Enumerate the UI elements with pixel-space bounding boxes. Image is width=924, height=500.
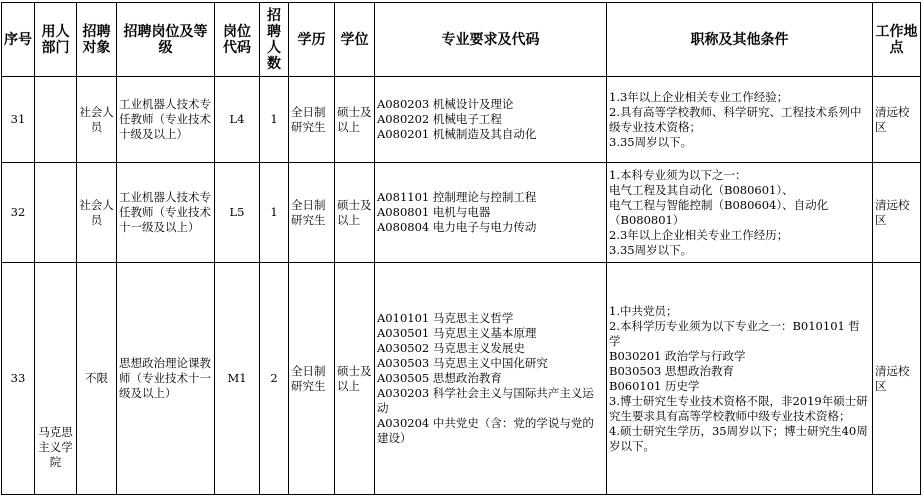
major-item: A030204 中共党史（含：党的学说与党的建设） bbox=[377, 416, 594, 445]
header-count: 招聘人数 bbox=[260, 3, 289, 77]
condition-item: 3.35周岁以下。 bbox=[609, 242, 693, 257]
cell-degree: 硕士及以上 bbox=[335, 263, 375, 495]
cell-target: 社会人员 bbox=[77, 163, 117, 263]
cell-majors bbox=[375, 77, 607, 163]
major-item: A080202 机械电子工程 bbox=[377, 112, 502, 126]
condition-item: 3.35周岁以下。 bbox=[609, 134, 693, 149]
table-row bbox=[2, 77, 921, 163]
cell-seq: 31 bbox=[2, 77, 35, 163]
cell-count: 2 bbox=[260, 263, 289, 495]
cell-dept: 马克思主义学院 bbox=[35, 263, 77, 495]
cell-location: 清远校区 bbox=[873, 77, 921, 163]
cell-education: 全日制研究生 bbox=[289, 263, 335, 495]
major-item: A080801 电机与电器 bbox=[377, 205, 491, 219]
cell-location: 清远校区 bbox=[873, 163, 921, 263]
major-item: A030501 马克思主义基本原理 bbox=[377, 326, 537, 340]
table-header-row bbox=[2, 3, 921, 77]
condition-item: B060101 历史学 bbox=[609, 378, 700, 393]
major-item: A080804 电力电子与电力传动 bbox=[377, 220, 537, 234]
cell-position: 工业机器人技术专任教师（专业技术十级及以上） bbox=[117, 77, 215, 163]
header-conditions: 职称及其他条件 bbox=[607, 3, 873, 77]
cell-conditions bbox=[607, 163, 873, 263]
major-item: A080203 机械设计及理论 bbox=[377, 97, 514, 111]
cell-location: 清远校区 bbox=[873, 263, 921, 495]
header-dept: 用人部门 bbox=[35, 3, 77, 77]
major-item: A030203 科学社会主义与国际共产主义运动 bbox=[377, 386, 594, 415]
major-item: A030502 马克思主义发展史 bbox=[377, 341, 525, 355]
condition-item: 1.本科专业须为以下之一： bbox=[609, 167, 747, 182]
header-code: 岗位代码 bbox=[215, 3, 260, 77]
condition-item: 电气工程与智能控制（B080604）、自动化（B080801） bbox=[609, 197, 829, 227]
cell-position: 工业机器人技术专任教师（专业技术十一级及以上） bbox=[117, 163, 215, 263]
major-item: A080201 机械制造及其自动化 bbox=[377, 127, 537, 141]
cell-seq: 33 bbox=[2, 263, 35, 495]
header-majors: 专业要求及代码 bbox=[375, 3, 607, 77]
header-position: 招聘岗位及等级 bbox=[117, 3, 215, 77]
major-item: A081101 控制理论与控制工程 bbox=[377, 190, 537, 204]
condition-item: B030201 政治学与行政学 bbox=[609, 348, 746, 363]
major-item: A030503 马克思主义中国化研究 bbox=[377, 356, 548, 370]
condition-item: 电气工程及其自动化（B080601）、 bbox=[609, 182, 794, 197]
condition-item: 2.3年以上企业相关专业工作经历； bbox=[609, 227, 789, 242]
cell-education: 全日制研究生 bbox=[289, 77, 335, 163]
header-location: 工作地点 bbox=[873, 3, 921, 77]
cell-degree: 硕士及以上 bbox=[335, 163, 375, 263]
condition-item: 1.3年以上企业相关专业工作经验； bbox=[609, 89, 789, 104]
table-row bbox=[2, 163, 921, 263]
cell-code: L5 bbox=[215, 163, 260, 263]
cell-majors bbox=[375, 263, 607, 495]
header-education: 学历 bbox=[289, 3, 335, 77]
cell-count: 1 bbox=[260, 77, 289, 163]
cell-target: 不限 bbox=[77, 263, 117, 495]
condition-item: 1.中共党员； bbox=[609, 303, 678, 318]
header-target: 招聘对象 bbox=[77, 3, 117, 77]
cell-conditions bbox=[607, 263, 873, 495]
cell-count: 1 bbox=[260, 163, 289, 263]
cell-degree: 硕士及以上 bbox=[335, 77, 375, 163]
major-item: A030505 思想政治教育 bbox=[377, 371, 502, 385]
cell-code: L4 bbox=[215, 77, 260, 163]
cell-education: 全日制研究生 bbox=[289, 163, 335, 263]
condition-item: 2.具有高等学校教师、科学研究、工程技术系列中级专业技术资格； bbox=[609, 104, 862, 134]
major-item: A010101 马克思主义哲学 bbox=[377, 311, 514, 325]
cell-dept-empty bbox=[35, 163, 77, 263]
table-row bbox=[2, 263, 921, 495]
condition-item: 3.博士研究生专业技术资格不限，非2019年硕士研究生要求具有高等学校教师中级专业技术资格； bbox=[609, 393, 868, 423]
cell-conditions bbox=[607, 77, 873, 163]
condition-item: 4.硕士研究生学历，35周岁以下；博士研究生40周岁以下。 bbox=[609, 423, 868, 453]
cell-code: M1 bbox=[215, 263, 260, 495]
condition-item: B030503 思想政治教育 bbox=[609, 363, 735, 378]
cell-seq: 32 bbox=[2, 163, 35, 263]
cell-position: 思想政治理论课教师（专业技术十一级及以上） bbox=[117, 263, 215, 495]
cell-target: 社会人员 bbox=[77, 77, 117, 163]
recruitment-table bbox=[1, 2, 921, 495]
header-seq: 序号 bbox=[2, 3, 35, 77]
header-degree: 学位 bbox=[335, 3, 375, 77]
cell-dept-empty bbox=[35, 77, 77, 163]
cell-majors bbox=[375, 163, 607, 263]
condition-item: 2.本科学历专业须为以下专业之一：B010101 哲学 bbox=[609, 318, 860, 348]
